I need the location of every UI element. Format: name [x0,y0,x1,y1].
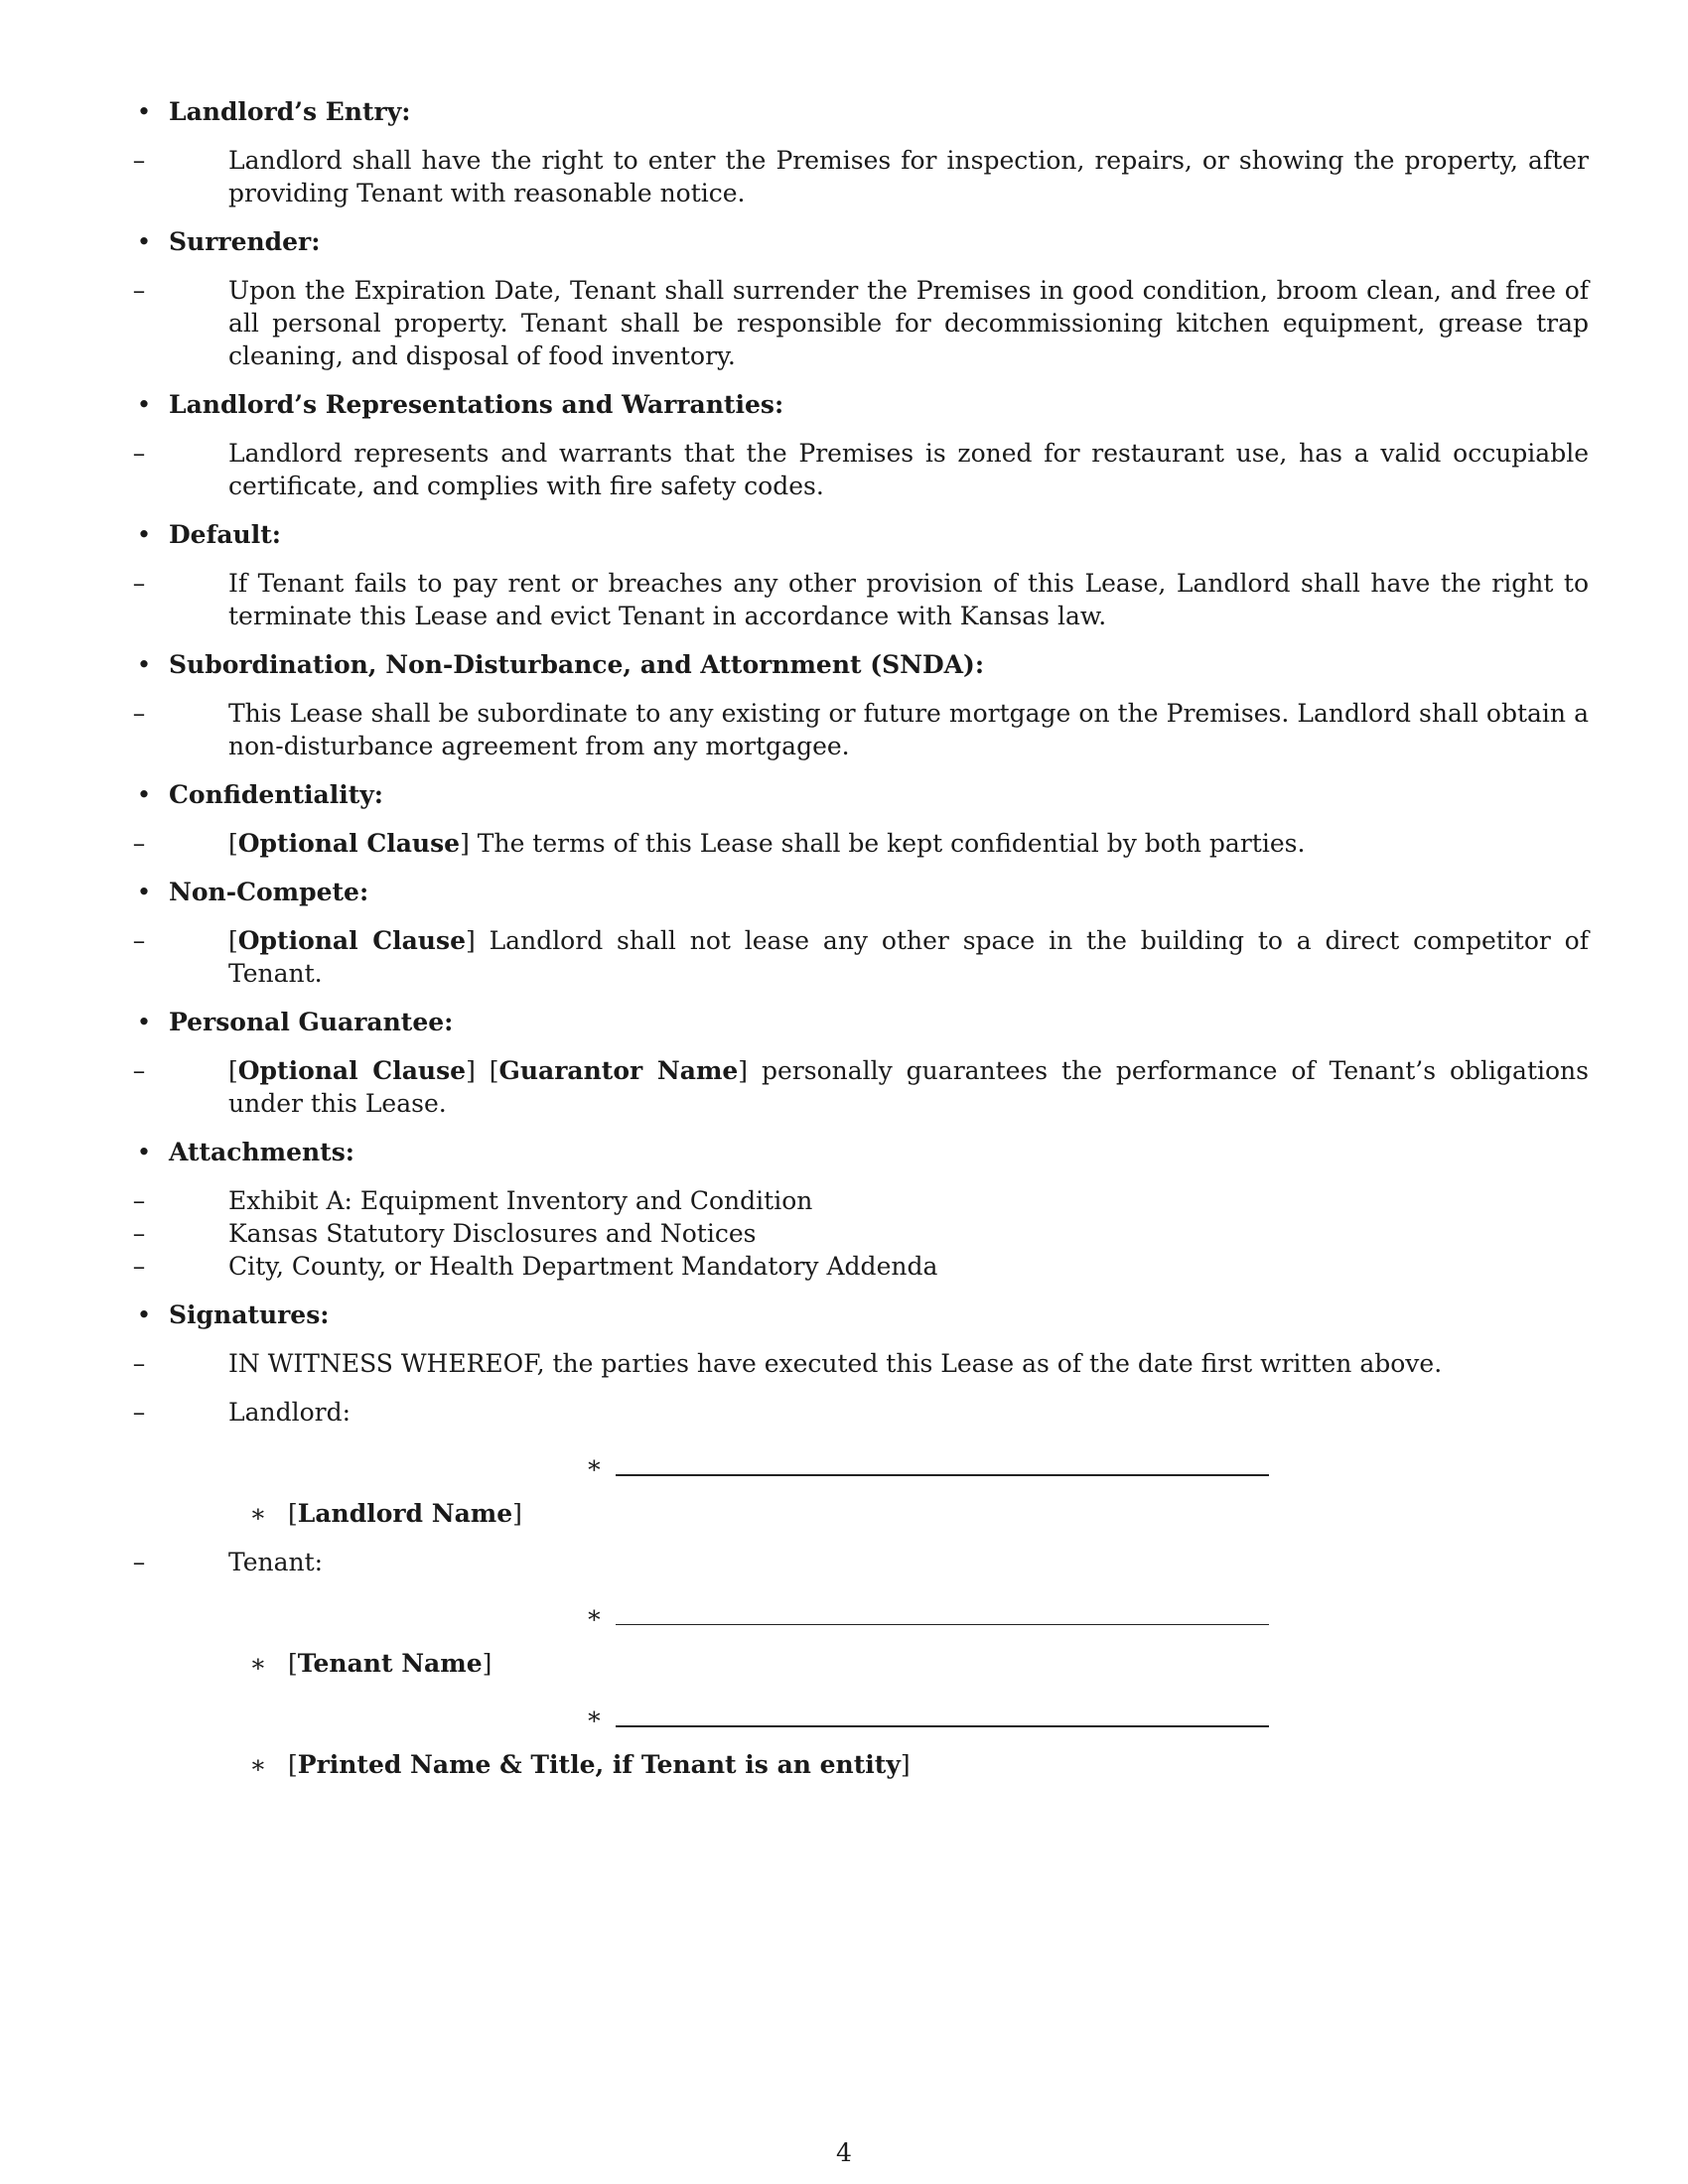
close-bracket: ] [512,1499,522,1528]
bullet-icon: • [136,227,152,256]
attachment-text: City, County, or Health Department Mandatory Addenda [228,1252,938,1281]
landlord-name-row [169,1497,1589,1530]
star-icon: ∗ [586,1600,603,1629]
bullet-icon: • [136,650,152,679]
bullet-icon: • [136,780,152,809]
list-item [132,1184,1589,1217]
dash-icon: – [132,1398,146,1427]
witness-text: IN WITNESS WHEREOF, the parties have executed this Lease as of the date first written above. [228,1349,1443,1378]
list-item [132,567,1589,632]
sub-list [132,1054,1589,1120]
list-item [132,144,1589,209]
list-item [132,437,1589,502]
close-bracket: ] [466,1056,476,1085]
close-bracket: ] [460,829,470,858]
close-bracket: ] [900,1750,911,1779]
sub-list [132,1546,1589,1578]
section-heading: Landlord’s Entry: [169,97,411,126]
landlord-signature-row [169,1448,1589,1481]
optional-clause-label: Optional Clause [237,926,466,955]
close-bracket: ] [738,1056,749,1085]
dash-icon: – [132,1548,146,1576]
dash-icon: – [132,569,146,598]
open-bracket: [ [228,829,238,858]
optional-clause-label: Optional Clause [237,829,461,858]
list-item [132,274,1589,372]
item-text: Upon the Expiration Date, Tenant shall surrender the Premises in good condition, broom clean, and free of all personal property. Tenant shall be responsible for decommissioning kitchen equipment, grease trap cleaning, and disposal of food inventory. [228,276,1589,370]
star-icon: ∗ [586,1450,603,1479]
tenant-signature-block [132,1546,1589,1578]
open-bracket: [ [489,1056,499,1085]
dash-icon: – [132,1186,146,1215]
section-heading: Subordination, Non-Disturbance, and Attornment (SNDA): [169,650,985,679]
tenant-signature-area [169,1598,1589,1781]
attachment-text: Kansas Statutory Disclosures and Notices [228,1219,757,1248]
star-icon: ∗ [249,1750,267,1779]
dash-icon: – [132,439,146,468]
list-item [132,1250,1589,1283]
star-icon: ∗ [586,1702,603,1730]
landlord-label: Landlord: [228,1398,352,1427]
printed-name-placeholder: Printed Name & Title, if Tenant is an entity [297,1750,901,1779]
sub-list [132,1347,1589,1429]
sub-list [132,1184,1589,1283]
item-text: personally guarantees the performance of Tenant’s obligations under this Lease. [228,1056,1589,1118]
list-item [132,1347,1589,1380]
section-heading: Signatures: [169,1300,330,1329]
section-heading: Non-Compete: [169,878,369,906]
printed-name-row [169,1700,1589,1732]
tenant-name-row [169,1647,1589,1680]
open-bracket: [ [288,1750,298,1779]
sub-list [132,924,1589,990]
list-item [132,924,1589,990]
tenant-label: Tenant: [228,1548,324,1576]
section-representations-warranties [134,388,1589,502]
document-body [134,95,1589,1797]
open-bracket: [ [288,1499,298,1528]
section-heading: Personal Guarantee: [169,1008,454,1036]
bullet-icon: • [136,520,152,549]
dash-icon: – [132,1056,146,1085]
dash-icon: – [132,1349,146,1378]
section-signatures [134,1298,1589,1781]
dash-icon: – [132,829,146,858]
dash-icon: – [132,276,146,305]
dash-icon: – [132,926,146,955]
item-text: The terms of this Lease shall be kept confidential by both parties. [469,829,1306,858]
bullet-icon: • [136,1138,152,1166]
landlord-signature-line[interactable] [616,1474,1269,1476]
attachment-text: Exhibit A: Equipment Inventory and Condition [228,1186,813,1215]
bullet-icon: • [136,1008,152,1036]
bullet-icon: • [136,1300,152,1329]
open-bracket: [ [228,1056,238,1085]
bullet-icon: • [136,878,152,906]
section-personal-guarantee [134,1006,1589,1120]
landlord-signature-area [169,1448,1589,1530]
section-default [134,518,1589,632]
open-bracket: [ [288,1649,298,1678]
section-heading: Landlord’s Representations and Warranties: [169,390,784,419]
tenant-name-placeholder: Tenant Name [297,1649,483,1678]
section-list [134,95,1589,1781]
item-text: If Tenant fails to pay rent or breaches any other provision of this Lease, Landlord shall have the right to terminate this Lease and evict Tenant in accordance with Kansas law. [228,569,1589,630]
sub-list [132,274,1589,372]
section-heading: Attachments: [169,1138,355,1166]
landlord-signature-block [132,1396,1589,1429]
section-snda [134,648,1589,762]
sub-list [132,144,1589,209]
sub-list [132,437,1589,502]
item-text: This Lease shall be subordinate to any existing or future mortgage on the Premises. Landlord shall obtain a non-disturbance agreement from any mortgagee. [228,699,1589,760]
dash-icon: – [132,1252,146,1281]
sub-list [132,827,1589,860]
list-item [132,827,1589,860]
sub-list [132,567,1589,632]
open-bracket: [ [228,926,238,955]
section-confidentiality [134,778,1589,860]
dash-icon: – [132,1219,146,1248]
close-bracket: ] [465,926,476,955]
tenant-signature-line[interactable] [616,1624,1269,1625]
section-heading: Surrender: [169,227,321,256]
printed-name-line[interactable] [616,1725,1269,1727]
printed-name-title-row [169,1748,1589,1781]
section-heading: Default: [169,520,281,549]
section-attachments [134,1136,1589,1283]
section-landlords-entry [134,95,1589,209]
item-text: Landlord shall have the right to enter the Premises for inspection, repairs, or showing the property, after providing Tenant with reasonable notice. [228,146,1589,207]
guarantor-name-placeholder: Guarantor Name [498,1056,739,1085]
item-text: Landlord shall not lease any other space in the building to a direct competitor of Tenant. [228,926,1589,988]
star-icon: ∗ [249,1499,267,1528]
item-text: Landlord represents and warrants that the Premises is zoned for restaurant use, has a valid occupiable certificate, and complies with fire safety codes. [228,439,1589,500]
section-heading: Confidentiality: [169,780,384,809]
page-number: 4 [836,2138,852,2167]
section-non-compete [134,876,1589,990]
dash-icon: – [132,699,146,728]
tenant-signature-row [169,1598,1589,1631]
close-bracket: ] [482,1649,492,1678]
list-item [132,1217,1589,1250]
landlord-name-placeholder: Landlord Name [297,1499,513,1528]
optional-clause-label: Optional Clause [237,1056,467,1085]
list-item [132,697,1589,762]
bullet-icon: • [136,390,152,419]
section-surrender [134,225,1589,372]
bullet-icon: • [136,97,152,126]
star-icon: ∗ [249,1649,267,1678]
dash-icon: – [132,146,146,175]
list-item [132,1054,1589,1120]
sub-list [132,697,1589,762]
